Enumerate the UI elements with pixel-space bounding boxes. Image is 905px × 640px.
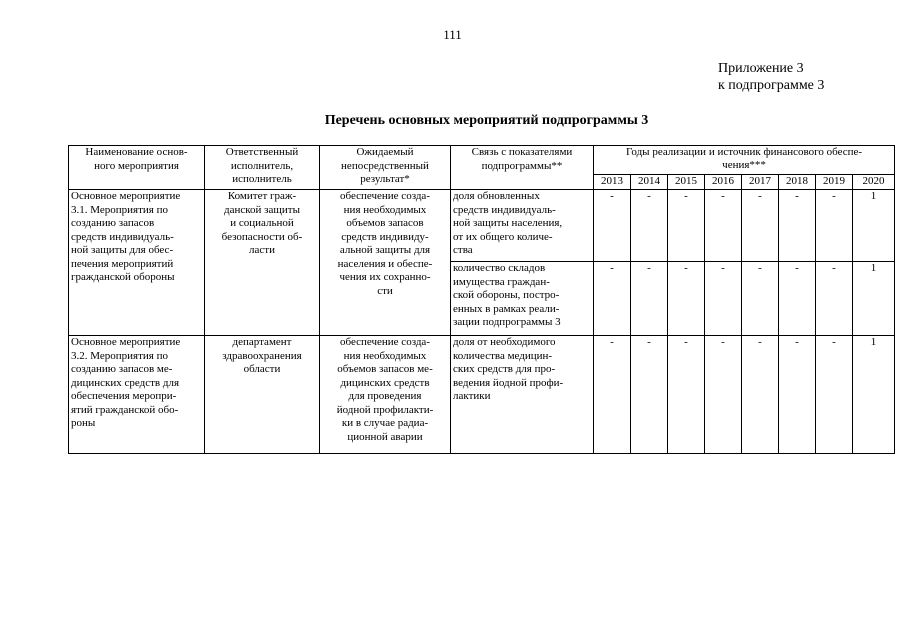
measures-table	[68, 145, 895, 454]
executor-cell-text: Комитет граж- данской защиты и социальной безопасности об- ласти	[221, 190, 303, 256]
executor-cell	[205, 190, 320, 336]
indicator-cell	[451, 262, 594, 336]
result-cell	[320, 190, 451, 336]
result-cell-text: обеспечение созда- ния необходимых объемов запасов ме- дицинских средств для проведения йодной профилакти- ки в случае радиа- ционной аварии	[336, 336, 434, 443]
header-indicators: Связь с показателями подпрограммы**	[451, 146, 594, 190]
measure-name-cell	[69, 190, 205, 336]
appendix-line-2: к подпрограмме 3	[718, 78, 825, 93]
header-executor: Ответственный исполнитель, исполнитель	[205, 146, 320, 190]
year-value-cell: -	[816, 190, 853, 262]
year-value-cell: -	[705, 190, 742, 262]
indicator-cell	[451, 336, 594, 454]
header-name: Наименование основ- ного мероприятия	[69, 146, 205, 190]
year-value-cell: -	[631, 262, 668, 336]
measure-name-cell-text: Основное мероприятие 3.1. Мероприятия по созданию запасов средств индивидуаль- ной защиты для обес- печения мероприятий гражданской обороны	[71, 190, 181, 283]
year-value-cell: -	[668, 336, 705, 454]
year-value-cell: -	[779, 336, 816, 454]
measure-name-cell	[69, 336, 205, 454]
year-value-cell: -	[594, 190, 631, 262]
year-value-cell: -	[594, 336, 631, 454]
year-value-cell: -	[779, 190, 816, 262]
header-result: Ожидаемый непосредственный результат*	[320, 146, 451, 190]
year-value-cell: -	[742, 190, 779, 262]
year-value-cell: -	[631, 190, 668, 262]
indicator-cell	[451, 190, 594, 262]
table-row	[69, 190, 895, 262]
result-cell	[320, 336, 451, 454]
year-value-cell: -	[742, 262, 779, 336]
table-row	[69, 336, 895, 454]
year-value-cell: -	[594, 262, 631, 336]
indicator-text: доля от необходимого количества медицин- ских средств для про- ведения йодной профи- лактики	[453, 336, 564, 402]
appendix-note	[718, 60, 824, 94]
appendix-line-1: Приложение 3	[718, 61, 804, 76]
year-value-cell: 1	[853, 262, 895, 336]
table-body	[69, 190, 895, 454]
year-value-cell: 1	[853, 336, 895, 454]
year-header: 2015	[668, 175, 705, 190]
year-header: 2017	[742, 175, 779, 190]
year-value-cell: 1	[853, 190, 895, 262]
year-value-cell: -	[705, 336, 742, 454]
year-value-cell: -	[668, 262, 705, 336]
year-header: 2018	[779, 175, 816, 190]
year-value-cell: -	[742, 336, 779, 454]
executor-cell-text: департамент здравоохранения области	[222, 336, 302, 375]
indicator-text: количество складов имущества граждан- ской обороны, постро- енных в рамках реали- зации подпрограммы 3	[453, 262, 561, 328]
year-header: 2014	[631, 175, 668, 190]
year-value-cell: -	[816, 336, 853, 454]
measure-name-cell-text: Основное мероприятие 3.2. Мероприятия по созданию запасов ме- дицинских средств для обеспечения меропри- ятий гражданской обо- роны	[71, 336, 181, 429]
page-number: 111	[443, 27, 462, 42]
year-value-cell: -	[779, 262, 816, 336]
header-years-group: Годы реализации и источник финансового обеспе- чения***	[594, 146, 895, 175]
year-header: 2020	[853, 175, 895, 190]
year-header: 2019	[816, 175, 853, 190]
result-cell-text: обеспечение созда- ния необходимых объемов запасов средств индивиду- альной защиты для населения и обеспе- чения их сохранно- сти	[337, 190, 433, 297]
indicator-text: доля обновленных средств индивидуаль- ной защиты населения, от их общего количе- ства	[453, 190, 563, 256]
year-value-cell: -	[668, 190, 705, 262]
year-header: 2013	[594, 175, 631, 190]
year-header: 2016	[705, 175, 742, 190]
year-value-cell: -	[816, 262, 853, 336]
document-title: Перечень основных мероприятий подпрограммы 3	[324, 113, 649, 128]
year-value-cell: -	[705, 262, 742, 336]
year-value-cell: -	[631, 336, 668, 454]
executor-cell	[205, 336, 320, 454]
